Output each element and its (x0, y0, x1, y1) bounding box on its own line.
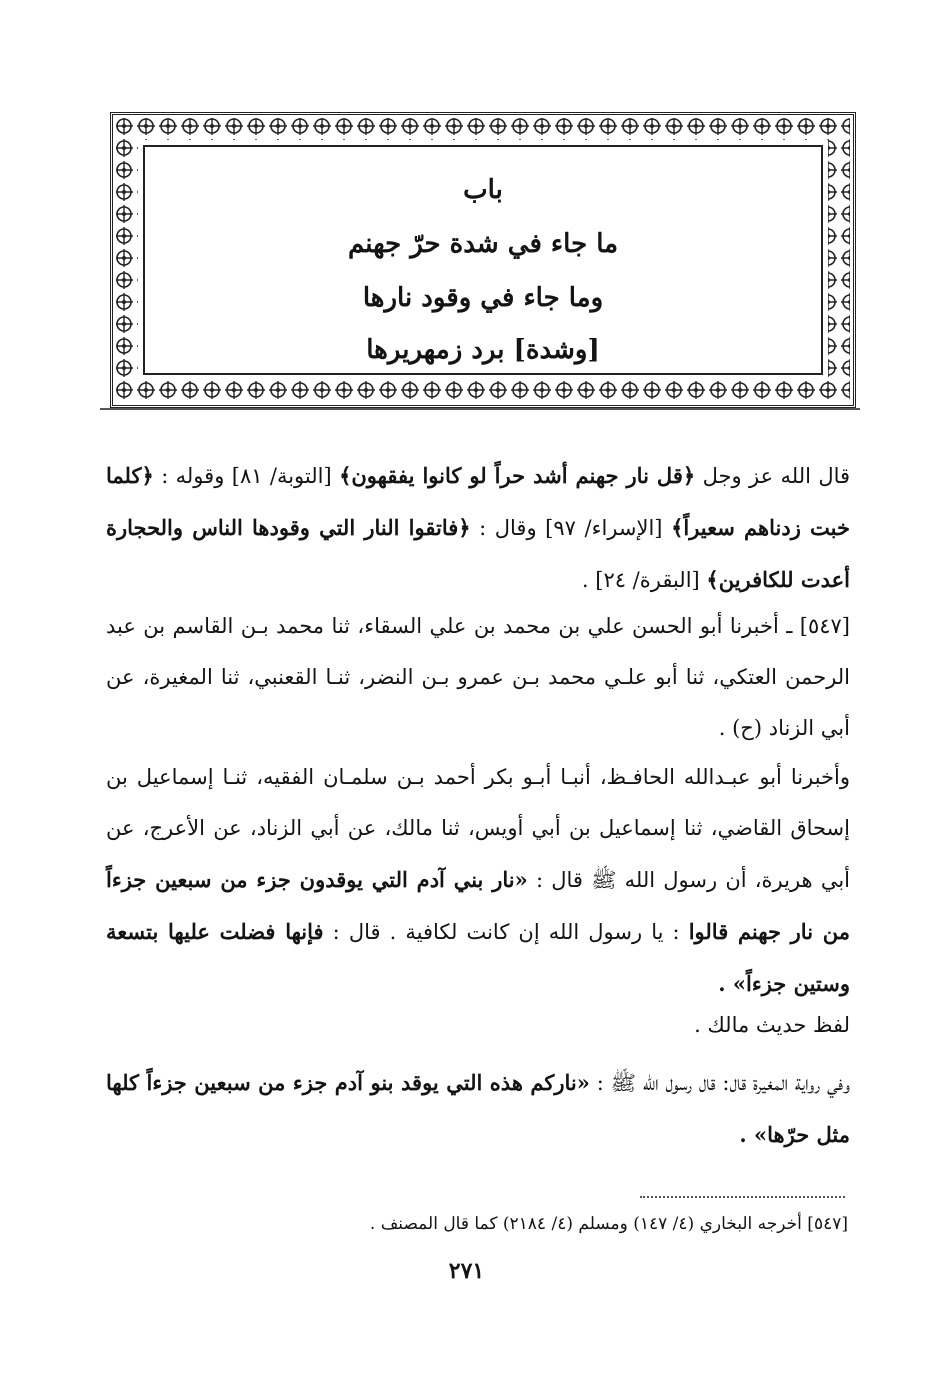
quran-verse-1: ﴿قل نار جهنم أشد حراً لو كانوا يفقهون﴾ (339, 463, 696, 488)
isnad-1-text: ـ أخبرنا أبو الحسن علي بن محمد بن علي السقاء، ثنا محمد بـن القاسم بن عبد الرحمن العتكي، ثنا أبو علـي محمد بـن عمرو بـن النضر، ثنـا القعنبي، ثنا المغيرة، عن أبي الزناد (ح) . (106, 614, 850, 740)
title-frame (110, 112, 856, 408)
isnad-2-text: وأخبرنا أبو عبـدالله الحافـظ، أنبـا أبـو بكر أحمد بـن سلمـان الفقيه، ثنـا إسماعيل بن إسحاق القاضي، ثنا إسماعيل بن أبي أويس، ثنا مالك، عن أبي الزناد، عن الأعرج، عن أبي هريرة، أن رسول الله ﷺ قال : (106, 765, 851, 892)
chapter-title-line-3: [وشدة] برد زمهريرها (366, 335, 600, 365)
mughira-lead: وفي رواية المغيرة قال: قال رسول الله ﷺ : (596, 1071, 851, 1095)
hadith-isnad-2 (106, 752, 850, 1010)
hadith-isnad-1 (106, 601, 850, 754)
lafz-note: لفظ حديث مالك . (694, 1013, 850, 1037)
matn-part-2: فإنها فضلت عليها بتسعة وستين جزءاً» . (106, 919, 850, 996)
footnote: [٥٤٧] أخرجه البخاري (٤/ ١٤٧) ومسلم (٤/ ٢١٨٤) كما قال المصنف . (369, 1214, 848, 1234)
footnote-separator (640, 1196, 845, 1198)
title-underline (100, 408, 860, 410)
mughira-matn: «ناركم هذه التي يوقد بنو آدم جزء من سبعين جزءاً كلها مثل حرّها» . (106, 1070, 850, 1147)
verse-ref-3: [البقرة/ ٢٤] . (581, 568, 700, 592)
verse-ref-2: [الإسراء/ ٩٧] وقال : (479, 516, 663, 540)
title-inner-box (143, 145, 823, 375)
matn-part-1: «نار بني آدم التي يوقدون جزء من سبعين جزءاً من نار جهنم قالوا (106, 867, 850, 944)
intro-mid: وقوله : (161, 464, 225, 488)
chapter-title-line-2: وما جاء في وقود نارها (362, 283, 604, 313)
quran-verse-2: ﴿كلما خبت زدناهم سعيراً﴾ (106, 463, 850, 540)
intro-lead: قال الله عز وجل (702, 464, 851, 488)
page-number: ٢٧١ (448, 1258, 485, 1284)
chapter-title-line-1: ما جاء في شدة حرّ جهنم (347, 229, 619, 259)
intro-paragraph (106, 450, 850, 606)
verse-ref-1: [التوبة/ ٨١] (231, 464, 332, 488)
matn-mid: : يا رسول الله إن كانت لكافية . قال : (332, 920, 680, 944)
quran-verse-3: ﴿فاتقوا النار التي وقودها الناس والحجارة أعدت للكافرين﴾ (106, 515, 850, 592)
chapter-label: باب (463, 175, 503, 205)
hadith-number: [٥٤٧] (799, 614, 850, 638)
mughira-paragraph (106, 1057, 850, 1161)
